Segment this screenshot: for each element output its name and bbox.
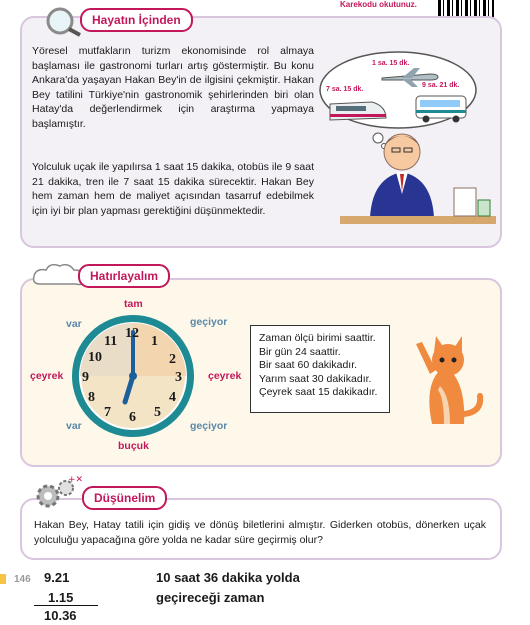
story-paragraph-2: Yolculuk uçak ile yapılırsa 1 saat 15 dakika, otobüs ile 9 saat 21 dakika, tren ile 7 saat 15 dakika sürecektir. Hakan Bey hem zaman hem de maliyet açısından tasarruf edebilmek için iyi bir plan yapması gerektiğini düşünmektedir. xyxy=(32,161,314,217)
tab-hatirlayalim: Hatırlayalım xyxy=(78,264,170,288)
time-facts-note xyxy=(250,325,390,413)
work-line-2: 1.15 xyxy=(48,590,74,605)
tab-hayatin-icinden: Hayatın İçinden xyxy=(80,8,193,32)
page-number: 146 xyxy=(14,574,31,585)
clock-number: 5 xyxy=(154,405,161,420)
bus-duration: 9 sa. 21 dk. xyxy=(422,82,460,89)
label-ceyrek-right: çeyrek xyxy=(208,370,242,382)
clock-number: 4 xyxy=(169,390,176,405)
work-line-1: 9.21 xyxy=(44,570,70,585)
label-geciyor-bottom: geçiyor xyxy=(190,420,228,432)
label-geciyor-top: geçiyor xyxy=(190,316,228,328)
qr-caption: Karekodu okutunuz. xyxy=(340,0,417,9)
bus-icon xyxy=(414,92,470,124)
label-var-bottom: var xyxy=(66,420,82,432)
label-bucuk: buçuk xyxy=(118,440,149,452)
note-line: Yarım saat 30 dakikadır. xyxy=(259,372,372,385)
label-var-top: var xyxy=(66,318,82,330)
note-line: Zaman ölçü birimi saattir. xyxy=(259,332,376,344)
clock-number: 12 xyxy=(125,326,139,341)
clock-number: 7 xyxy=(104,405,111,420)
label-ceyrek-left: çeyrek xyxy=(30,370,64,382)
question-text: Hakan Bey, Hatay tatili için gidiş ve dönüş biletlerini almıştır. Giderken otobüs, dönerken uçak yolculuğu yapacağına göre yolda ne kadar süre geçirmiş olur? xyxy=(34,519,486,546)
clock-number: 10 xyxy=(88,350,102,365)
story-paragraph-1: Yöresel mutfakların turizm ekonomisinde rol almaya başlaması ile gastronomi turları artış göstermiştir. Bu konu Ankara'da yaşayan Hakan Bey'in de ilgisini çekmiştir. Hakan Bey tatilini Türkiye'nin gastronomik şehirlerinden biri olan Hatay'da değerlendirmek için araştırma yapmaya başlamıştır. xyxy=(32,45,314,130)
label-tam: tam xyxy=(124,298,143,310)
plane-duration: 1 sa. 15 dk. xyxy=(372,60,410,67)
clock-number: 9 xyxy=(82,370,89,385)
clock-number: 3 xyxy=(175,370,182,385)
note-line: Bir gün 24 saattir. xyxy=(259,345,341,358)
airplane-icon xyxy=(380,66,440,88)
clock-number: 11 xyxy=(104,334,118,349)
gears-icon xyxy=(32,475,84,510)
clock-numbers xyxy=(70,312,196,440)
clock-number: 8 xyxy=(88,390,95,405)
answer-line-2: geçireceği zaman xyxy=(156,590,265,605)
note-line: Bir saat 60 dakikadır. xyxy=(259,359,358,371)
sum-line xyxy=(34,605,98,606)
tab-dusunelim: Düşünelim xyxy=(82,486,167,510)
clock-number: 2 xyxy=(169,352,176,367)
clock-number: 6 xyxy=(129,410,136,425)
cat-illustration xyxy=(410,326,490,426)
note-line: Çeyrek saat 15 dakikadır. xyxy=(259,386,378,398)
page-marker xyxy=(0,574,6,584)
clock-number: 1 xyxy=(151,334,158,349)
work-result: 10.36 xyxy=(44,608,77,623)
answer-line-1: 10 saat 36 dakika yolda xyxy=(156,570,300,585)
man-illustration xyxy=(340,122,496,238)
train-duration: 7 sa. 15 dk. xyxy=(326,86,364,93)
svg-text:+✕: +✕ xyxy=(68,475,84,485)
